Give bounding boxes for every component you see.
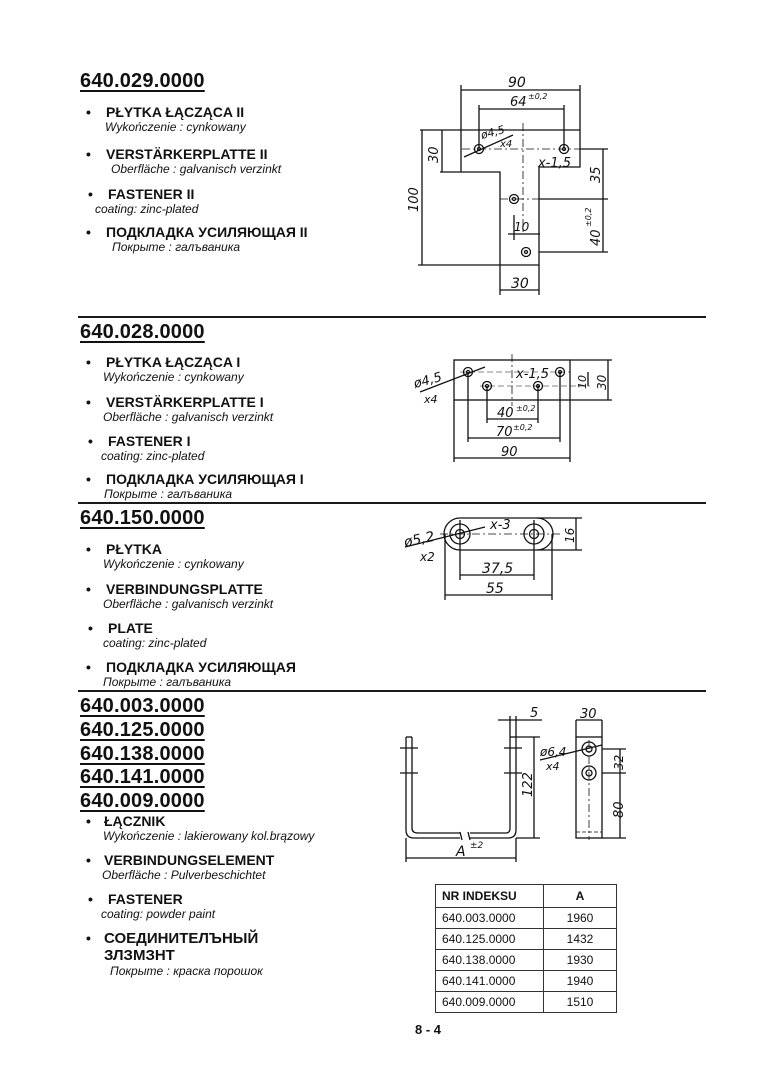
list-item bbox=[86, 541, 244, 571]
item-finish: Wykończenie : cynkowany bbox=[103, 370, 244, 384]
technical-drawing-slot-plate bbox=[400, 505, 600, 610]
dim-label: 40 bbox=[497, 406, 514, 421]
dim-label: ø4,5 bbox=[479, 123, 507, 142]
column-header-index: NR INDEKSU bbox=[436, 885, 544, 908]
item-finish: Wykończenie : cynkowany bbox=[105, 120, 246, 134]
dim-label: 30 bbox=[595, 374, 609, 390]
section-divider bbox=[78, 690, 706, 692]
cell-index: 640.125.0000 bbox=[436, 929, 544, 950]
dim-label: 64 bbox=[510, 95, 527, 110]
product-code: 640.028.0000 bbox=[80, 321, 205, 343]
dim-label: ±2 bbox=[470, 841, 484, 851]
dim-label: x4 bbox=[424, 393, 438, 406]
item-finish: Wykończenie : cynkowany bbox=[103, 557, 244, 571]
list-item bbox=[86, 104, 246, 134]
bullet-icon: • bbox=[88, 186, 93, 202]
page-number: 8 - 4 bbox=[415, 1022, 442, 1037]
section-divider bbox=[78, 316, 706, 318]
bullet-icon: • bbox=[88, 433, 93, 449]
list-item bbox=[88, 891, 215, 921]
dim-label: 90 bbox=[501, 445, 518, 460]
cell-index: 640.009.0000 bbox=[436, 992, 544, 1013]
dim-label: ø5,2 bbox=[402, 528, 437, 551]
bullet-icon: • bbox=[86, 852, 91, 868]
item-name: FASTENER bbox=[108, 891, 183, 907]
technical-drawing-u-bracket bbox=[390, 700, 640, 870]
dim-label: 100 bbox=[407, 187, 422, 212]
table-row bbox=[436, 992, 617, 1013]
product-code: 640.009.0000 bbox=[80, 790, 205, 812]
list-item bbox=[86, 852, 274, 882]
bullet-icon: • bbox=[86, 146, 91, 162]
bullet-icon: • bbox=[86, 813, 91, 829]
bullet-icon: • bbox=[88, 620, 93, 636]
dim-label: ±0,2 bbox=[516, 404, 536, 413]
product-code: 640.138.0000 bbox=[80, 743, 205, 765]
item-name: VERSTÄRKERPLATTE I bbox=[106, 394, 264, 410]
dim-label: 35 bbox=[589, 166, 604, 183]
table-row bbox=[436, 929, 617, 950]
item-name: PLATE bbox=[108, 620, 153, 636]
cell-a: 1432 bbox=[544, 929, 617, 950]
list-item bbox=[86, 581, 273, 611]
dim-label: A bbox=[456, 844, 466, 860]
dim-label: 5 bbox=[530, 706, 539, 721]
item-name: VERBINDUNGSELEMENT bbox=[104, 852, 275, 868]
dim-label: 16 bbox=[563, 527, 577, 543]
technical-drawing-flat-plate bbox=[400, 340, 620, 470]
cell-a: 1930 bbox=[544, 950, 617, 971]
list-item bbox=[88, 433, 204, 463]
dim-label: x-1,5 bbox=[516, 367, 550, 382]
table-row bbox=[436, 971, 617, 992]
bullet-icon: • bbox=[88, 891, 93, 907]
item-name: VERSTÄRKERPLATTE II bbox=[106, 146, 268, 162]
item-finish: Oberfläche : Pulverbeschichtet bbox=[102, 868, 266, 882]
item-name: ŁĄCZNIK bbox=[104, 813, 166, 829]
item-name: PŁYTKA bbox=[106, 541, 162, 557]
bullet-icon: • bbox=[86, 394, 91, 410]
item-name: ПОДКЛАДКА УСИЛЯЮЩАЯ I bbox=[106, 471, 304, 487]
section-divider bbox=[78, 502, 706, 504]
list-item bbox=[86, 394, 273, 424]
item-finish: coating: zinc-plated bbox=[101, 449, 205, 463]
item-finish: coating: zinc-plated bbox=[103, 636, 207, 650]
cell-a: 1940 bbox=[544, 971, 617, 992]
list-item bbox=[86, 471, 304, 501]
technical-drawing-t-plate bbox=[400, 65, 620, 300]
bracket-outline bbox=[406, 737, 460, 838]
list-item bbox=[88, 186, 198, 216]
cell-index: 640.003.0000 bbox=[436, 908, 544, 929]
item-finish: Покрыте : галъваника bbox=[103, 675, 232, 689]
dim-label: 10 bbox=[514, 220, 530, 234]
item-finish: Oberfläche : galvanisch verzinkt bbox=[103, 597, 274, 611]
item-finish: Покрыте : галъваника bbox=[112, 240, 241, 254]
item-finish: Oberfläche : galvanisch verzinkt bbox=[111, 162, 282, 176]
item-name: PŁYTKA ŁĄCZĄCA I bbox=[106, 354, 241, 370]
item-name: ПОДКЛАДКА УСИЛЯЮЩАЯ bbox=[106, 659, 296, 675]
bullet-icon: • bbox=[86, 224, 91, 240]
product-code: 640.003.0000 bbox=[80, 695, 205, 717]
product-code: 640.141.0000 bbox=[80, 766, 205, 788]
list-item bbox=[86, 659, 296, 689]
dim-label: 70 bbox=[496, 425, 513, 440]
item-finish: Oberfläche : galvanisch verzinkt bbox=[103, 410, 274, 424]
item-finish: Покрыте : галъваника bbox=[104, 487, 233, 501]
dim-label: x-3 bbox=[490, 518, 511, 533]
dim-label: ø4,5 bbox=[412, 369, 444, 392]
item-finish: Wykończenie : lakierowany kol.brązowy bbox=[103, 829, 315, 843]
dim-label: 122 bbox=[521, 772, 536, 797]
dim-label: ±0,2 bbox=[513, 423, 533, 432]
product-code: 640.150.0000 bbox=[80, 507, 205, 529]
item-finish: coating: powder paint bbox=[101, 907, 216, 921]
dim-label: 40 bbox=[589, 229, 604, 246]
bullet-icon: • bbox=[86, 104, 91, 120]
list-item bbox=[86, 146, 281, 176]
dim-label: 55 bbox=[486, 581, 504, 597]
dim-label: 30 bbox=[580, 707, 597, 722]
list-item bbox=[86, 813, 314, 843]
bullet-icon: • bbox=[86, 541, 91, 557]
column-header-a: A bbox=[544, 885, 617, 908]
list-item bbox=[86, 354, 244, 384]
dim-label: ±0,2 bbox=[584, 207, 593, 227]
cell-a: 1960 bbox=[544, 908, 617, 929]
product-code: 640.125.0000 bbox=[80, 719, 205, 741]
table-row bbox=[436, 950, 617, 971]
hole bbox=[522, 248, 531, 257]
index-table bbox=[435, 884, 617, 1013]
bullet-icon: • bbox=[86, 659, 91, 675]
item-name: ПОДКЛАДКА УСИЛЯЮЩАЯ II bbox=[106, 224, 308, 240]
dim-label: 10 bbox=[576, 375, 589, 389]
dim-label: x2 bbox=[420, 550, 435, 564]
table-header-row bbox=[436, 885, 617, 908]
item-name-line2: ЗЛЗМЗНТ bbox=[104, 947, 175, 964]
item-name: FASTENER I bbox=[108, 433, 191, 449]
dim-label: 90 bbox=[508, 75, 526, 91]
dim-label: 37,5 bbox=[482, 561, 514, 577]
item-finish: Покрыте : краска порошок bbox=[110, 964, 263, 978]
cell-index: 640.138.0000 bbox=[436, 950, 544, 971]
bullet-icon: • bbox=[86, 581, 91, 597]
dim-label: 30 bbox=[511, 276, 529, 292]
cell-a: 1510 bbox=[544, 992, 617, 1013]
item-finish: coating: zinc-plated bbox=[95, 202, 199, 216]
bullet-icon: • bbox=[86, 471, 91, 487]
list-item bbox=[86, 224, 308, 254]
dim-label: 80 bbox=[612, 801, 627, 818]
dim-label: 30 bbox=[427, 146, 442, 163]
dim-label: ø6,4 bbox=[540, 745, 567, 759]
item-name: СОЕДИНИТЕЛЪНЫЙ bbox=[104, 930, 259, 947]
table-row bbox=[436, 908, 617, 929]
item-name: PŁYTKA ŁĄCZĄCA II bbox=[106, 104, 245, 120]
bullet-icon: • bbox=[86, 930, 91, 946]
dim-label: x4 bbox=[546, 760, 560, 773]
dim-label: x4 bbox=[500, 139, 513, 150]
bullet-icon: • bbox=[86, 354, 91, 370]
dim-label: 32 bbox=[612, 754, 626, 770]
cell-index: 640.141.0000 bbox=[436, 971, 544, 992]
list-item bbox=[88, 620, 206, 650]
item-name: VERBINDUNGSPLATTE bbox=[106, 581, 263, 597]
product-code: 640.029.0000 bbox=[80, 70, 205, 92]
dim-label: ±0,2 bbox=[528, 92, 548, 101]
dim-label: x-1,5 bbox=[538, 156, 572, 171]
item-name: FASTENER II bbox=[108, 186, 195, 202]
list-item bbox=[86, 930, 263, 978]
